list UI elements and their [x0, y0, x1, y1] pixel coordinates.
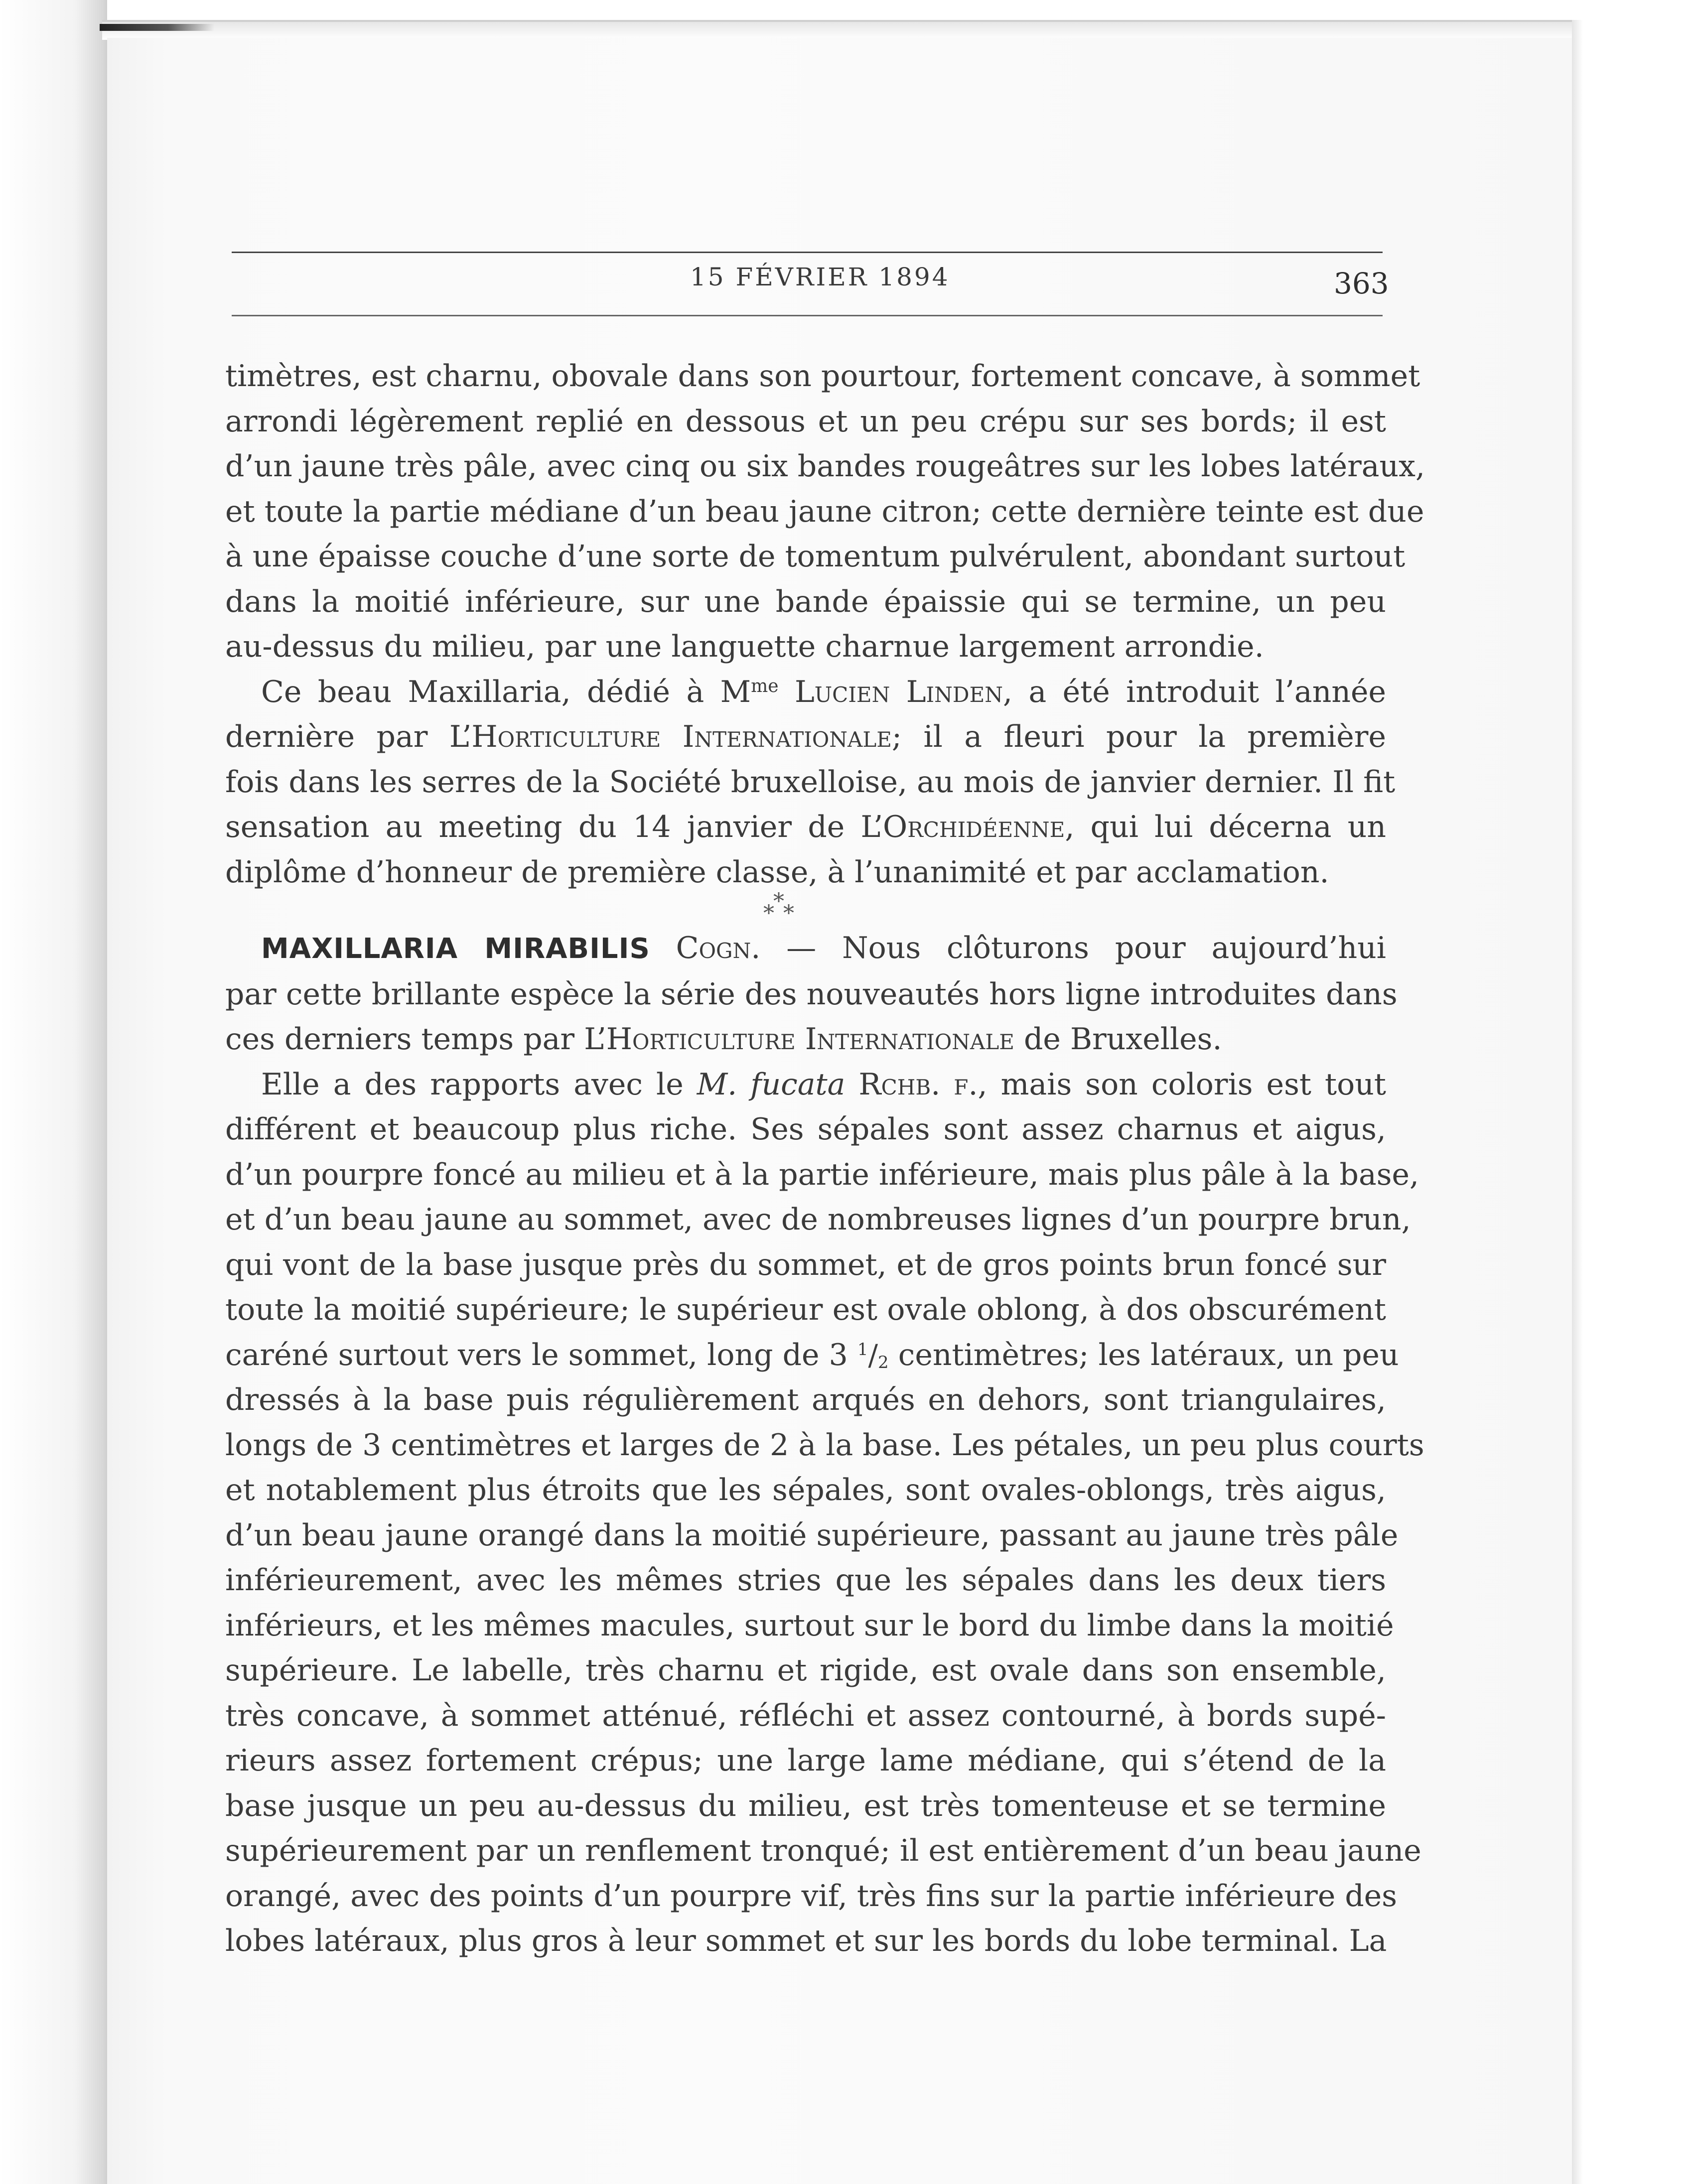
body-text	[225, 354, 1425, 1964]
scan-shadow-top	[100, 24, 214, 31]
text-line: base jusque un peu au-dessus du milieu, est très tomenteuse et se termine	[225, 1788, 1386, 1823]
star-left: *	[763, 901, 774, 926]
asterism-separator	[225, 889, 1386, 926]
header-rule-top	[232, 252, 1383, 253]
text-line: supérieure. Le labelle, très charnu et rigide, est ovale dans son ensemble,	[225, 1653, 1386, 1688]
text-line: longs de 3 centimètres et larges de 2 à la base. Les pétales, un peu plus courts	[225, 1427, 1424, 1463]
text-line: sensation au meeting du 14 janvier de L’Orchidéenne, qui lui décerna un	[225, 810, 1387, 844]
text-line: très concave, à sommet atténué, réfléchi et assez contourné, à bords supé-	[225, 1698, 1386, 1733]
running-header-date: 15 FÉVRIER 1894	[690, 263, 950, 291]
text-line: qui vont de la base jusque près du sommet, et de gros points brun foncé sur	[225, 1247, 1386, 1282]
species-author: Cogn.	[676, 931, 761, 965]
text-line: fois dans les serres de la Société bruxelloise, au mois de janvier dernier. Il fit	[225, 764, 1396, 800]
text-line: inférieurement, avec les mêmes stries que les sépales dans les deux tiers	[225, 1563, 1386, 1598]
scan-edge-top	[102, 20, 1582, 40]
text-line: caréné surtout vers le sommet, long de 3 $^1/_2$ centimètres; les latéraux, un peu	[225, 1337, 1399, 1372]
page-number: 363	[1334, 267, 1389, 300]
text-line: et d’un beau jaune au sommet, avec de nombreuses lignes d’un pourpre brun,	[225, 1202, 1411, 1237]
header-rule-bottom	[232, 315, 1383, 316]
star-right: *	[783, 901, 794, 926]
text-line: ces derniers temps par L’Horticulture Internationale de Bruxelles.	[225, 1022, 1222, 1057]
text-line: d’un pourpre foncé au milieu et à la partie inférieure, mais plus pâle à la base,	[225, 1157, 1419, 1192]
scan-edge-right	[1572, 20, 1583, 2184]
society-name: L’Orchidéenne	[860, 810, 1065, 844]
text-line: d’un jaune très pâle, avec cinq ou six bandes rougeâtres sur les lobes latéraux,	[225, 449, 1425, 484]
text-line: orangé, avec des points d’un pourpre vif, très fins sur la partie inférieure des	[225, 1878, 1398, 1913]
text-line: Ce beau Maxillaria, dédié à $M^{me}$ Lucien Linden, a été introduit l’année	[261, 674, 1386, 709]
institution-name: L’Horticulture Internationale	[449, 719, 892, 754]
fraction-half: $^1/_2$	[857, 1338, 889, 1372]
text-line: au-dessus du milieu, par une languette charnue largement arrondie.	[225, 629, 1264, 664]
text-line: à une épaisse couche d’une sorte de tomentum pulvérulent, abondant surtout	[225, 539, 1406, 574]
text-line: dans la moitié inférieure, sur une bande épaissie qui se termine, un peu	[225, 584, 1386, 619]
institution-name: L’Horticulture Internationale	[584, 1022, 1014, 1057]
species-title: MAXILLARIA MIRABILIS	[261, 933, 650, 965]
scan-margin-left	[0, 0, 107, 2184]
text-line: et notablement plus étroits que les sépales, sont ovales-oblongs, très aigus,	[225, 1473, 1386, 1507]
star-top: *	[773, 889, 784, 914]
text-line: MAXILLARIA MIRABILIS Cogn. — Nous clôturons pour aujourd’hui	[261, 931, 1386, 965]
text-line: lobes latéraux, plus gros à leur sommet et sur les bords du lobe terminal. La	[225, 1923, 1387, 1958]
text-line: diplôme d’honneur de première classe, à l’unanimité et par acclamation.	[225, 854, 1329, 890]
text-line: par cette brillante espèce la série des nouveautés hors ligne introduites dans	[225, 976, 1398, 1012]
species-italic: M. fucata	[697, 1067, 845, 1102]
superscript-me: me	[751, 676, 779, 696]
text-line: Elle a des rapports avec le M. fucata Rchb. f., mais son coloris est tout	[261, 1067, 1386, 1102]
person-name: Lucien Linden	[794, 674, 1003, 709]
text-line: supérieurement par un renflement tronqué; il est entièrement d’un beau jaune	[225, 1833, 1421, 1868]
text-line: inférieurs, et les mêmes macules, surtout sur le bord du limbe dans la moitié	[225, 1608, 1394, 1643]
species-author: Rchb. f.	[858, 1067, 978, 1102]
text-line: toute la moitié supérieure; le supérieur est ovale oblong, à dos obscurément	[225, 1292, 1386, 1327]
text-line: timètres, est charnu, obovale dans son pourtour, fortement concave, à sommet	[225, 359, 1420, 394]
text-line: dernière par L’Horticulture Internationale; il a fleuri pour la première	[225, 719, 1386, 754]
text-line: et toute la partie médiane d’un beau jaune citron; cette dernière teinte est due	[225, 494, 1424, 529]
text-line: rieurs assez fortement crépus; une large lame médiane, qui s’étend de la	[225, 1743, 1386, 1778]
text-line: arrondi légèrement replié en dessous et un peu crépu sur ses bords; il est	[225, 404, 1386, 439]
text-line: différent et beaucoup plus riche. Ses sépales sont assez charnus et aigus,	[225, 1112, 1386, 1147]
text-line: dressés à la base puis régulièrement arqués en dehors, sont triangulaires,	[225, 1382, 1386, 1417]
text-line: d’un beau jaune orangé dans la moitié supérieure, passant au jaune très pâle	[225, 1517, 1399, 1553]
